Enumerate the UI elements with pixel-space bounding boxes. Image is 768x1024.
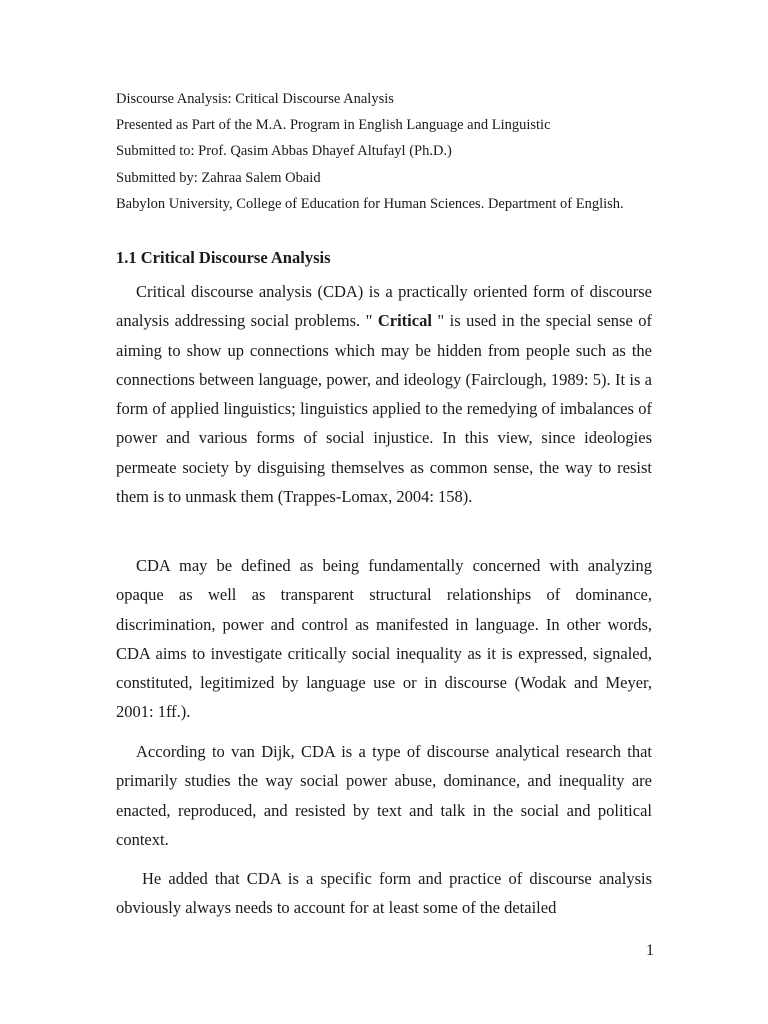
paragraph-2: CDA may be defined as being fundamentally concerned with analyzing opaque as well as transparent structural relationships of dominance, discrimination, power and control as manifested in language. In other words, CDA aims to investigate critically social inequality as it is expressed, signaled, constituted, legitimized by language use or in discourse (Wodak and Meyer, 2001: 1ff.).: [116, 556, 652, 722]
section-heading: 1.1 Critical Discourse Analysis: [116, 248, 331, 267]
paragraph-4: He added that CDA is a specific form and practice of discourse analysis obviously always needs to account for at least some of the detailed: [116, 869, 652, 918]
header-title: Discourse Analysis: Critical Discourse Analysis: [116, 91, 394, 107]
paragraph-1-text-a: Critical discourse analysis (CDA) is a practically oriented form of discourse analysis addressing social problems. ": [116, 282, 652, 331]
paragraph-1-bold-term: Critical: [377, 311, 432, 331]
header-submitted-by: Submitted by: Zahraa Salem Obaid: [116, 169, 321, 186]
header-submitted-to: Submitted to: Prof. Qasim Abbas Dhayef Altufayl (Ph.D.): [116, 143, 452, 160]
document-header: [116, 86, 676, 217]
header-institution: Babylon University, College of Education for Human Sciences. Department of English.: [116, 195, 624, 212]
paragraph-3: According to van Dijk, CDA is a type of discourse analytical research that primarily studies the way social power abuse, dominance, and inequality are enacted, reproduced, and resisted by text and talk in the social and political context.: [116, 742, 652, 849]
paragraph-1-text-b: " is used in the special sense of aiming to show up connections which may be hidden from people such as the connections between language, power, and ideology (Fairclough, 1989: 5). It is a form of applied linguistics; linguistics applied to the remedying of imbalances of power and various forms of social injustice. In this view, since ideologies permeate society by disguising themselves as common sense, the way to resist them is to unmask them (Trappes-Lomax, 2004: 158).: [116, 311, 652, 507]
header-program: Presented as Part of the M.A. Program in English Language and Linguistic: [116, 117, 551, 134]
page-number: 1: [646, 942, 654, 959]
paragraph-1: [116, 277, 652, 511]
